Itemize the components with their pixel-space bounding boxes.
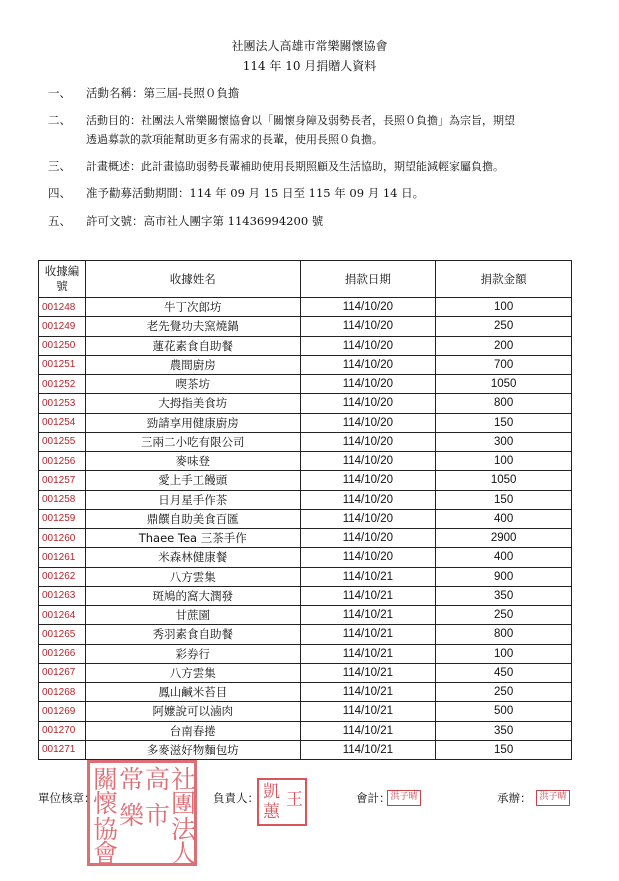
donation-amount-cell: 400 bbox=[436, 509, 572, 528]
donation-amount-cell: 350 bbox=[436, 586, 572, 605]
donor-name-cell: 甘蔗園 bbox=[85, 606, 300, 625]
donation-table bbox=[38, 260, 572, 760]
table-row bbox=[39, 298, 572, 317]
donation-date-cell: 114/10/21 bbox=[300, 740, 436, 759]
section-3-number: 三、 bbox=[48, 159, 71, 173]
receipt-id-cell: 001263 bbox=[39, 586, 86, 605]
responsible-person-seal: 凱 蕙 王 bbox=[257, 778, 307, 826]
donation-date-cell: 114/10/20 bbox=[300, 317, 436, 336]
receipt-id-cell: 001254 bbox=[39, 413, 86, 432]
association-seal: 關 懷 協 會 常 樂 高 市 社 團 法 人 bbox=[87, 760, 197, 866]
donation-amount-cell: 150 bbox=[436, 413, 572, 432]
donor-name-cell: 大拇指美食坊 bbox=[85, 394, 300, 413]
section-5-text: 許可文號：高市社人團字第 11436994200 號 bbox=[86, 214, 324, 228]
table-row bbox=[39, 644, 572, 663]
donation-date-cell: 114/10/20 bbox=[300, 336, 436, 355]
receipt-id-cell: 001248 bbox=[39, 298, 86, 317]
donation-date-cell: 114/10/21 bbox=[300, 644, 436, 663]
donor-name-cell: 多麥滋好物麵包坊 bbox=[85, 740, 300, 759]
table-row bbox=[39, 683, 572, 702]
donation-date-cell: 114/10/20 bbox=[300, 548, 436, 567]
responsible-label: 負責人： bbox=[213, 791, 259, 805]
donation-amount-cell: 250 bbox=[436, 606, 572, 625]
receipt-id-cell: 001251 bbox=[39, 355, 86, 374]
donation-date-cell: 114/10/20 bbox=[300, 471, 436, 490]
donation-amount-cell: 200 bbox=[436, 336, 572, 355]
donation-amount-cell: 700 bbox=[436, 355, 572, 374]
receipt-id-cell: 001271 bbox=[39, 740, 86, 759]
header-donation-date: 捐款日期 bbox=[300, 261, 436, 298]
receipt-id-cell: 001270 bbox=[39, 721, 86, 740]
donor-name-cell: 日月星手作茶 bbox=[85, 490, 300, 509]
donor-name-cell: 鳳山鹹米苔目 bbox=[85, 683, 300, 702]
donation-date-cell: 114/10/20 bbox=[300, 509, 436, 528]
table-row bbox=[39, 452, 572, 471]
donor-name-cell: 斑鳩的窩大潤發 bbox=[85, 586, 300, 605]
accounting-signature-stamp: 洪子晴 bbox=[387, 790, 421, 806]
donation-date-cell: 114/10/21 bbox=[300, 567, 436, 586]
donation-amount-cell: 1050 bbox=[436, 375, 572, 394]
donation-amount-cell: 450 bbox=[436, 663, 572, 682]
donation-amount-cell: 100 bbox=[436, 298, 572, 317]
table-row bbox=[39, 413, 572, 432]
donation-amount-cell: 500 bbox=[436, 702, 572, 721]
table-row bbox=[39, 586, 572, 605]
table-row bbox=[39, 740, 572, 759]
donor-name-cell: Thaee Tea 三茶手作 bbox=[85, 529, 300, 548]
donor-name-cell: 八方雲集 bbox=[85, 663, 300, 682]
donor-name-cell: 勁請享用健康廚房 bbox=[85, 413, 300, 432]
receipt-id-cell: 001256 bbox=[39, 452, 86, 471]
section-2-number: 二、 bbox=[48, 113, 71, 127]
receipt-id-cell: 001264 bbox=[39, 606, 86, 625]
receipt-id-cell: 001257 bbox=[39, 471, 86, 490]
document-subtitle: 114 年 10 月捐贈人資料 bbox=[242, 59, 377, 73]
donation-date-cell: 114/10/20 bbox=[300, 432, 436, 451]
section-4 bbox=[48, 184, 588, 203]
table-row bbox=[39, 625, 572, 644]
table-row bbox=[39, 509, 572, 528]
receipt-id-cell: 001258 bbox=[39, 490, 86, 509]
donor-name-cell: 農間廚房 bbox=[85, 355, 300, 374]
donor-name-cell: 台南春捲 bbox=[85, 721, 300, 740]
receipt-id-cell: 001269 bbox=[39, 702, 86, 721]
donation-amount-cell: 800 bbox=[436, 625, 572, 644]
donation-amount-cell: 300 bbox=[436, 432, 572, 451]
table-row bbox=[39, 606, 572, 625]
receipt-id-cell: 001255 bbox=[39, 432, 86, 451]
donation-date-cell: 114/10/21 bbox=[300, 702, 436, 721]
donor-name-cell: 蓮花素食自助餐 bbox=[85, 336, 300, 355]
donation-amount-cell: 150 bbox=[436, 490, 572, 509]
section-3-text: 計畫概述：此計畫協助弱勢長輩補助使用長期照顧及生活協助，期望能減輕家屬負擔。 bbox=[86, 160, 504, 173]
donation-amount-cell: 350 bbox=[436, 721, 572, 740]
donation-amount-cell: 250 bbox=[436, 683, 572, 702]
donation-amount-cell: 150 bbox=[436, 740, 572, 759]
table-row bbox=[39, 721, 572, 740]
donor-name-cell: 鼎饌自助美食百匯 bbox=[85, 509, 300, 528]
donation-date-cell: 114/10/21 bbox=[300, 625, 436, 644]
table-body bbox=[39, 298, 572, 760]
donation-date-cell: 114/10/21 bbox=[300, 683, 436, 702]
section-5-number: 五、 bbox=[48, 214, 71, 228]
header-receipt-no: 收據編號 bbox=[39, 261, 86, 298]
table-row bbox=[39, 317, 572, 336]
table-row bbox=[39, 702, 572, 721]
receipt-id-cell: 001252 bbox=[39, 375, 86, 394]
donation-amount-cell: 100 bbox=[436, 644, 572, 663]
donor-name-cell: 彩券行 bbox=[85, 644, 300, 663]
donation-date-cell: 114/10/20 bbox=[300, 452, 436, 471]
donor-name-cell: 八方雲集 bbox=[85, 567, 300, 586]
donor-name-cell: 麥味登 bbox=[85, 452, 300, 471]
receipt-id-cell: 001250 bbox=[39, 336, 86, 355]
donor-name-cell: 牛丁次郎坊 bbox=[85, 298, 300, 317]
section-4-text: 准予勸募活動期間：114 年 09 月 15 日至 115 年 09 月 14 日。 bbox=[86, 186, 425, 200]
table-row bbox=[39, 529, 572, 548]
donation-date-cell: 114/10/20 bbox=[300, 490, 436, 509]
donation-amount-cell: 100 bbox=[436, 452, 572, 471]
donation-date-cell: 114/10/20 bbox=[300, 413, 436, 432]
table-row bbox=[39, 548, 572, 567]
section-2-text-line2: 透過募款的款項能幫助更多有需求的長輩，使用長照０負擔。 bbox=[86, 133, 383, 146]
section-1-text: 活動名稱：第三屆-長照０負擔 bbox=[86, 86, 240, 100]
table-row bbox=[39, 471, 572, 490]
receipt-id-cell: 001265 bbox=[39, 625, 86, 644]
donor-name-cell: 阿嬤說可以滷肉 bbox=[85, 702, 300, 721]
header-donation-amount: 捐款金額 bbox=[436, 261, 572, 298]
donor-name-cell: 三兩二小吃有限公司 bbox=[85, 432, 300, 451]
accounting-label: 會計： bbox=[356, 791, 391, 805]
table-row bbox=[39, 394, 572, 413]
donor-name-cell: 老先覺功夫窯燒鍋 bbox=[85, 317, 300, 336]
table-row bbox=[39, 490, 572, 509]
donation-date-cell: 114/10/21 bbox=[300, 721, 436, 740]
donation-amount-cell: 800 bbox=[436, 394, 572, 413]
donation-amount-cell: 250 bbox=[436, 317, 572, 336]
receipt-id-cell: 001260 bbox=[39, 529, 86, 548]
receipt-id-cell: 001262 bbox=[39, 567, 86, 586]
donor-name-cell: 喫茶坊 bbox=[85, 375, 300, 394]
donation-date-cell: 114/10/20 bbox=[300, 394, 436, 413]
unit-check-label: 單位核章： bbox=[38, 791, 96, 805]
donation-amount-cell: 1050 bbox=[436, 471, 572, 490]
receipt-id-cell: 001268 bbox=[39, 683, 86, 702]
handler-label: 承辦： bbox=[497, 791, 532, 805]
section-5 bbox=[48, 212, 588, 231]
receipt-id-cell: 001267 bbox=[39, 663, 86, 682]
document-title: 社團法人高雄市常樂關懷協會 bbox=[231, 39, 388, 53]
receipt-id-cell: 001259 bbox=[39, 509, 86, 528]
donation-date-cell: 114/10/20 bbox=[300, 298, 436, 317]
table-row bbox=[39, 336, 572, 355]
donation-date-cell: 114/10/20 bbox=[300, 375, 436, 394]
donation-date-cell: 114/10/21 bbox=[300, 586, 436, 605]
donation-date-cell: 114/10/20 bbox=[300, 529, 436, 548]
handler-signature-stamp: 洪子晴 bbox=[536, 790, 570, 806]
section-2-text-line1: 活動目的：社團法人常樂關懷協會以「關懷身障及弱勢長者，長照０負擔」為宗旨，期望 bbox=[86, 114, 515, 127]
receipt-id-cell: 001261 bbox=[39, 548, 86, 567]
receipt-id-cell: 001249 bbox=[39, 317, 86, 336]
table-row bbox=[39, 355, 572, 374]
receipt-id-cell: 001266 bbox=[39, 644, 86, 663]
table-row bbox=[39, 663, 572, 682]
donation-date-cell: 114/10/21 bbox=[300, 606, 436, 625]
header-receipt-name: 收據姓名 bbox=[85, 261, 300, 298]
donation-amount-cell: 400 bbox=[436, 548, 572, 567]
donor-name-cell: 米森林健康餐 bbox=[85, 548, 300, 567]
section-1 bbox=[48, 84, 588, 103]
section-2 bbox=[48, 111, 593, 149]
receipt-id-cell: 001253 bbox=[39, 394, 86, 413]
donation-amount-cell: 900 bbox=[436, 567, 572, 586]
donation-date-cell: 114/10/21 bbox=[300, 663, 436, 682]
table-row bbox=[39, 432, 572, 451]
table-header-row bbox=[39, 261, 572, 298]
table-row bbox=[39, 567, 572, 586]
section-3 bbox=[48, 157, 593, 176]
donor-name-cell: 愛上手工饅頭 bbox=[85, 471, 300, 490]
table-row bbox=[39, 375, 572, 394]
donor-name-cell: 秀羽素食自助餐 bbox=[85, 625, 300, 644]
section-4-number: 四、 bbox=[48, 186, 71, 200]
donation-amount-cell: 2900 bbox=[436, 529, 572, 548]
section-1-number: 一、 bbox=[48, 86, 71, 100]
donation-date-cell: 114/10/20 bbox=[300, 355, 436, 374]
